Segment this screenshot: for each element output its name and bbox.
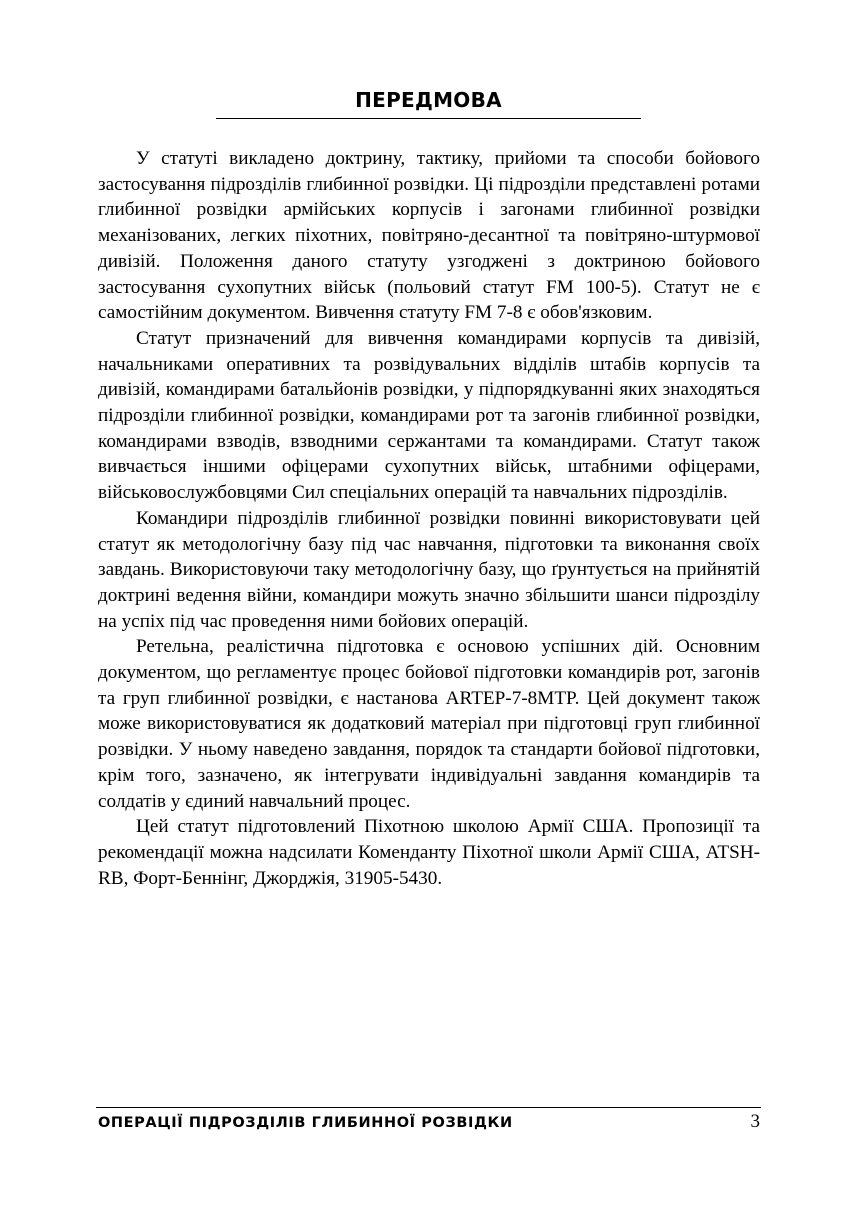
paragraph-2: Статут призначений для вивчення командирами корпусів та дивізій, начальниками оперативних та розвідувальних відділів штабів корпусів та дивізій, командирами батальйонів розвідки, у підпорядкуванні яких знаходяться підрозділи глибинної розвідки, командирами рот та загонів глибинної розвідки, командирами взводів, взводними сержантами та командирами. Статут також вивчається іншими офіцерами сухопутних військ, штабними офіцерами, військовослужбовцями Сил спеціальних операцій та навчальних підрозділів. — [98, 327, 760, 504]
page-number: 3 — [750, 1111, 760, 1132]
body-text — [98, 146, 760, 891]
page-title: ПЕРЕДМОВА — [355, 88, 502, 112]
footer-running-title: ОПЕРАЦІЇ ПІДРОЗДІЛІВ ГЛИБИННОЇ РОЗВІДКИ — [98, 1115, 513, 1131]
paragraph-3: Командири підрозділів глибинної розвідки повинні використовувати цей статут як методологічну базу під час навчання, підготовки та виконання своїх завдань. Використовуючи таку методологічну базу, що ґрунтується на прийнятій доктрині ведення війни, командири можуть значно збільшити шанси підрозділу на успіх під час проведення ними бойових операцій. — [98, 507, 760, 632]
footer-divider — [96, 1107, 761, 1108]
paragraph-1: У статуті викладено доктрину, тактику, прийоми та способи бойового застосування підрозділів глибинної розвідки. Ці підрозділи представлені ротами глибинної розвідки армійських корпусів і загонами глибинної розвідки механізованих, легких піхотних, повітряно-десантної та повітряно-штурмової дивізій. Положення даного статуту узгоджені з доктриною бойового застосування сухопутних військ (польовий статут FM 100-5). Статут не є самостійним документом. Вивчення статуту FM 7-8 є обов'язковим. — [98, 148, 760, 324]
title-underline — [216, 118, 641, 119]
paragraph-5: Цей статут підготовлений Піхотною школою Армії США. Пропозиції та рекомендації можна надсилати Коменданту Піхотної школи Армії США, ATSH-RB, Форт-Беннінг, Джорджія, 31905-5430. — [98, 816, 760, 889]
paragraph-4: Ретельна, реалістична підготовка є основою успішних дій. Основним документом, що регламентує процес бойової підготовки командирів рот, загонів та груп глибинної розвідки, є настанова ARTEP-7-8MTP. Цей документ також може використовуватися як додатковий матеріал при підготовці груп глибинної розвідки. У ньому наведено завдання, порядок та стандарти бойової підготовки, крім того, зазначено, як інтегрувати індивідуальні завдання командирів та солдатів у єдиний навчальний процес. — [98, 636, 760, 812]
